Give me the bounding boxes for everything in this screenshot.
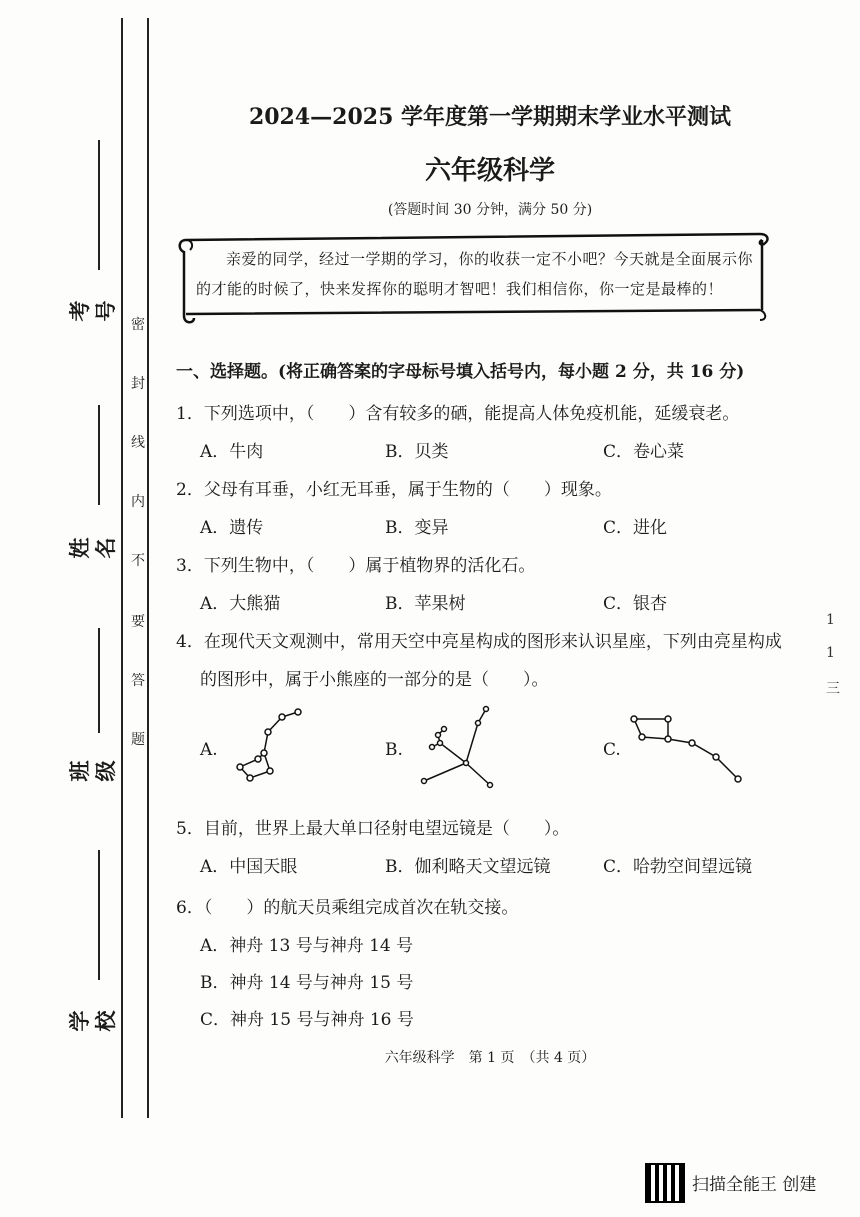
q3-option-c: C．银杏 [603,594,668,614]
q1-option-b: B．贝类 [385,442,449,462]
seal-char: 不 [131,553,145,569]
name-label: 姓名 [68,537,118,559]
seal-char: 密 [131,317,145,333]
constellation-b-icon [418,705,508,790]
exam-no-label: 考号 [68,300,118,322]
q3-option-b: B．苹果树 [385,594,466,614]
seal-char: 要 [131,614,145,630]
q2-option-c: C．进化 [603,518,668,538]
class-label: 班级 [68,760,118,782]
constellation-c-icon [628,715,746,785]
q4-option-b: B. [385,740,403,760]
scanner-watermark: 扫描全能王 创建 [692,1175,817,1195]
school-underline [98,850,100,980]
seal-char: 答 [131,673,145,689]
exam-subtitle: (答题时间 30 分钟，满分 50 分) [387,202,593,218]
question-4-line-1: 4．在现代天文观测中，常用天空中亮星构成的图形来认识星座，下列由亮星构成 [176,632,782,652]
q5-option-c: C．哈勃空间望远镜 [603,857,753,877]
q6-option-b: B．神舟 14 号与神舟 15 号 [200,973,414,993]
question-5: 5．目前，世界上最大单口径射电望远镜是（ ）。 [176,819,570,839]
school-label: 学校 [68,1010,118,1032]
intro-scroll [176,230,772,322]
qr-code-icon [645,1163,685,1203]
q4-option-c: C. [603,740,621,760]
q3-option-a: A．大熊猫 [200,594,281,614]
subject-title: 六年级科学 [424,156,555,186]
exam-title: 2024—2025 学年度第一学期期末学业水平测试 [248,104,732,130]
seal-char: 内 [131,494,145,510]
name-underline [98,405,100,505]
q6-option-a: A．神舟 13 号与神舟 14 号 [200,936,414,956]
intro-text [196,244,756,304]
seal-char: 线 [131,435,145,451]
section-1-title: 一、选择题。(将正确答案的字母标号填入括号内，每小题 2 分，共 16 分) [176,362,745,382]
seal-char: 封 [131,376,145,392]
q5-option-b: B．伽利略天文望远镜 [385,857,551,877]
exam-no-underline [98,140,100,270]
q1-option-a: A．牛肉 [200,442,264,462]
seal-char: 题 [131,732,145,748]
q4-option-a: A. [200,740,218,760]
question-3: 3．下列生物中，（ ）属于植物界的活化石。 [176,556,536,576]
intro-line-1: 亲爱的同学，经过一学期的学习，你的收获一定不小吧？今天就是全面展示你 [226,250,754,268]
q2-option-b: B．变异 [385,518,449,538]
question-4-line-2: 的图形中，属于小熊座的一部分的是（ ）。 [200,670,549,690]
intro-line-2: 的才能的时候了，快来发挥你的聪明才智吧！我们相信你，你一定是最棒的！ [196,280,724,298]
class-underline [98,628,100,733]
margin-mark: 1 [826,612,835,628]
q2-option-a: A．遗传 [200,518,264,538]
margin-mark: 1 [826,645,835,661]
margin-mark: 三 [826,681,840,697]
question-2: 2．父母有耳垂，小红无耳垂，属于生物的（ ）现象。 [176,480,612,500]
binding-line-left [121,18,123,1118]
question-6: 6．（ ）的航天员乘组完成首次在轨交接。 [176,898,519,918]
page-footer: 六年级科学 第 1 页 （共 4 页） [384,1050,596,1066]
question-1: 1．下列选项中，（ ）含有较多的硒，能提高人体免疫机能，延缓衰老。 [176,404,740,424]
q6-option-c: C．神舟 15 号与神舟 16 号 [200,1010,414,1030]
q5-option-a: A．中国天眼 [200,857,298,877]
q1-option-c: C．卷心菜 [603,442,685,462]
constellation-a-icon [228,705,308,785]
